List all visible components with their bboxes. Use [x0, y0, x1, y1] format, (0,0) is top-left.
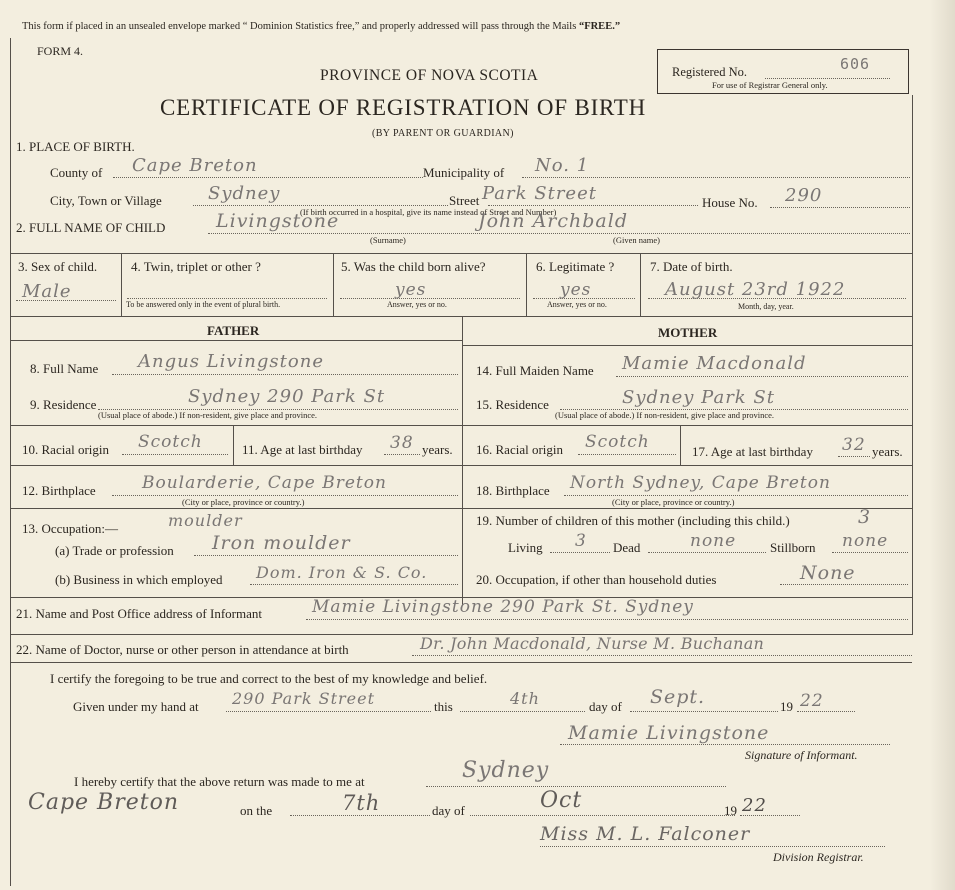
given-year-prefix: 19: [780, 699, 793, 714]
twin-note: To be answered only in the event of plural birth.: [126, 300, 281, 309]
alive-value: yes: [395, 280, 427, 300]
given-place-dotline: [226, 711, 431, 712]
row16-div: [680, 425, 681, 465]
certificate-subtitle: (BY PARENT OR GUARDIAN): [372, 128, 514, 139]
father-trade-dotline: [194, 555, 458, 556]
registrar-place-dotline: [426, 786, 726, 787]
father-occ-label: 13. Occupation:—: [22, 521, 119, 536]
registrar-place-value: Sydney: [462, 758, 550, 783]
mother-name-dotline: [616, 376, 908, 377]
mother-res-value: Sydney Park St: [622, 387, 775, 408]
father-birth-note: (City or place, province or country.): [182, 497, 305, 507]
row22-bottom-line: [10, 662, 912, 663]
living-dotline: [550, 552, 610, 553]
province-heading: PROVINCE OF NOVA SCOTIA: [320, 67, 539, 84]
registrar-month-value: Oct: [540, 788, 583, 813]
mother-res-label: 15. Residence: [476, 397, 549, 412]
dob-label: 7. Date of birth.: [650, 259, 733, 274]
father-name-label: 8. Full Name: [30, 361, 99, 376]
mother-race-dotline: [578, 454, 676, 455]
hospital-note: (If birth occurred in a hospital, give its name instead of Street and Number): [300, 207, 557, 217]
mother-birth-label: 18. Birthplace: [476, 483, 550, 498]
father-business-label: (b) Business in which employed: [55, 572, 223, 587]
given-year-value: 22: [800, 691, 824, 711]
dead-value: none: [690, 531, 737, 551]
registrar-year-dotline: [740, 815, 800, 816]
registered-label: Registered No.: [672, 65, 747, 79]
child-surname: Livingstone: [216, 210, 340, 232]
twin-label: 4. Twin, triplet or other ?: [131, 259, 261, 274]
postal-notice: [22, 21, 620, 32]
informant-signature: Mamie Livingstone: [568, 722, 770, 744]
registrar-text: I hereby certify that the above return was made to me at: [74, 774, 365, 789]
father-trade-label: (a) Trade or profession: [55, 543, 174, 558]
father-age-value: 38: [390, 433, 414, 453]
row12-bottom-line: [10, 508, 912, 509]
informant-label: 21. Name and Post Office address of Informant: [16, 606, 262, 621]
municipality-value: No. 1: [535, 155, 590, 176]
city-dotline: [193, 205, 448, 206]
father-birth-dotline: [112, 495, 458, 496]
row37-div3: [526, 253, 527, 316]
paper-fold-shade: [930, 0, 955, 890]
registered-note: For use of Registrar General only.: [712, 80, 828, 90]
certificate-title: CERTIFICATE OF REGISTRATION OF BIRTH: [160, 95, 647, 120]
mother-occ-label: 20. Occupation, if other than household duties: [476, 572, 717, 587]
father-business-dotline: [250, 584, 458, 585]
dead-label: Dead: [613, 540, 641, 555]
municipality-dotline: [522, 177, 910, 178]
father-name-value: Angus Livingstone: [138, 351, 324, 372]
informant-signature-caption: Signature of Informant.: [745, 748, 858, 762]
registrar-signature: Miss M. L. Falconer: [540, 823, 751, 845]
stillborn-dotline: [832, 552, 908, 553]
father-heading-line: [10, 340, 462, 341]
frame-left: [10, 38, 11, 886]
city-label: City, Town or Village: [50, 193, 162, 208]
county-label: County of: [50, 165, 103, 180]
mother-birth-value: North Sydney, Cape Breton: [570, 473, 831, 493]
informant-dotline: [306, 619, 908, 620]
given-day-dotline: [460, 711, 585, 712]
row10-top-line: [10, 425, 912, 426]
living-label: Living: [508, 540, 543, 555]
mother-birth-note: (City or place, province or country.): [612, 497, 735, 507]
father-res-value: Sydney 290 Park St: [188, 386, 386, 407]
stillborn-label: Stillborn: [770, 540, 816, 555]
county-dotline: [113, 177, 423, 178]
informant-signature-dotline: [560, 744, 890, 745]
row10-bottom-line: [10, 465, 912, 466]
father-name-dotline: [112, 374, 458, 375]
street-value: Park Street: [482, 183, 597, 204]
father-age-label: 11. Age at last birthday: [242, 442, 363, 457]
father-birth-value: Boularderie, Cape Breton: [142, 473, 387, 493]
father-business-value: Dom. Iron & S. Co.: [256, 563, 428, 582]
stillborn-value: none: [842, 531, 889, 551]
given-caption: (Given name): [613, 235, 660, 245]
children-label: 19. Number of children of this mother (including this child.): [476, 513, 790, 528]
dob-value: August 23rd 1922: [665, 279, 846, 300]
row37-div4: [640, 253, 641, 316]
alive-note: Answer, yes or no.: [387, 300, 447, 309]
legitimate-note: Answer, yes or no.: [547, 300, 607, 309]
children-value: 3: [858, 506, 872, 528]
row37-bottom-line: [10, 316, 912, 317]
registrar-dayof-label: day of: [432, 803, 465, 818]
registrar-signature-dotline: [540, 846, 885, 847]
postal-notice-free: “FREE.”: [578, 21, 621, 32]
registrar-year-value: 22: [742, 795, 767, 816]
mother-heading: MOTHER: [658, 325, 718, 340]
mother-heading-line: [462, 345, 912, 346]
mother-name-label: 14. Full Maiden Name: [476, 363, 594, 378]
place-of-birth-heading: 1. PLACE OF BIRTH.: [16, 139, 135, 154]
mother-birth-dotline: [564, 495, 908, 496]
street-dotline: [488, 205, 698, 206]
registered-dotline: [765, 78, 890, 79]
given-month-dotline: [630, 711, 778, 712]
given-day-value: 4th: [510, 689, 540, 708]
father-age-dotline: [384, 454, 420, 455]
child-given-name: John Archbald: [478, 210, 628, 232]
registrar-county-value: Cape Breton: [28, 790, 180, 815]
mother-age-dotline: [838, 456, 870, 457]
child-name-dotline: [208, 233, 910, 234]
mother-age-value: 32: [842, 435, 866, 455]
father-race-dotline: [122, 454, 228, 455]
father-res-note: (Usual place of abode.) If non-resident, give place and province.: [98, 410, 318, 420]
row10-div: [233, 425, 234, 465]
given-place-value: 290 Park Street: [232, 689, 376, 708]
attendant-label: 22. Name of Doctor, nurse or other person in attendance at birth: [16, 642, 349, 657]
given-year-dotline: [797, 711, 855, 712]
mother-race-label: 16. Racial origin: [476, 442, 564, 457]
living-value: 3: [575, 531, 587, 551]
attendant-value: Dr. John Macdonald, Nurse M. Buchanan: [420, 634, 765, 653]
father-race-label: 10. Racial origin: [22, 442, 110, 457]
alive-label: 5. Was the child born alive?: [341, 259, 486, 274]
father-birth-label: 12. Birthplace: [22, 483, 96, 498]
mother-res-note: (Usual place of abode.) If non-resident, give place and province.: [555, 410, 775, 420]
house-label: House No.: [702, 195, 758, 210]
postal-notice-text: This form if placed in an unsealed envelope marked “ Dominion Statistics free,” and properly addressed will pass through the Mails: [22, 21, 577, 32]
given-label: Given under my hand at: [73, 699, 199, 714]
mother-age-years: years.: [872, 444, 903, 459]
legitimate-label: 6. Legitimate ?: [536, 259, 615, 274]
form-number: FORM 4.: [37, 44, 84, 58]
mother-age-label: 17. Age at last birthday: [692, 444, 813, 459]
father-heading: FATHER: [207, 323, 260, 338]
mother-occ-value: None: [800, 562, 856, 584]
registrar-caption: Division Registrar.: [773, 850, 864, 864]
street-label: Street: [449, 193, 480, 208]
sex-value: Male: [22, 281, 72, 302]
parents-divider: [462, 316, 463, 606]
dead-dotline: [648, 552, 766, 553]
frame-right: [912, 95, 913, 635]
given-month-value: Sept.: [650, 686, 706, 708]
informant-value: Mamie Livingstone 290 Park St. Sydney: [312, 597, 694, 617]
father-race-value: Scotch: [138, 432, 203, 452]
father-occ-value: moulder: [168, 511, 243, 530]
twin-dotline: [127, 298, 327, 299]
mother-race-value: Scotch: [585, 432, 650, 452]
alive-dotline: [340, 298, 520, 299]
dob-note: Month, day, year.: [738, 302, 794, 311]
house-value: 290: [785, 185, 823, 206]
attendant-dotline: [412, 655, 912, 656]
registrar-day-dotline: [290, 815, 430, 816]
father-age-years: years.: [422, 442, 453, 457]
registrar-year-prefix: 19: [724, 803, 737, 818]
row37-div2: [333, 253, 334, 316]
child-name-label: 2. FULL NAME OF CHILD: [16, 220, 166, 235]
municipality-label: Municipality of: [423, 165, 505, 180]
registrar-on-label: on the: [240, 803, 273, 818]
certify-text: I certify the foregoing to be true and correct to the best of my knowledge and belief.: [50, 671, 488, 686]
registrar-month-dotline: [470, 815, 735, 816]
city-value: Sydney: [208, 183, 281, 204]
mother-occ-dotline: [780, 584, 908, 585]
surname-caption: (Surname): [370, 235, 406, 245]
county-value: Cape Breton: [132, 155, 258, 176]
registered-number: 606: [840, 55, 871, 73]
given-this-label: this: [434, 699, 453, 714]
registrar-day-value: 7th: [342, 791, 381, 815]
row37-top-line: [10, 253, 912, 254]
sex-label: 3. Sex of child.: [18, 259, 98, 274]
house-dotline: [770, 207, 910, 208]
legitimate-value: yes: [560, 280, 592, 300]
given-dayof-label: day of: [589, 699, 622, 714]
father-res-label: 9. Residence: [30, 397, 97, 412]
mother-name-value: Mamie Macdonald: [622, 353, 807, 374]
row37-div1: [121, 253, 122, 316]
father-trade-value: Iron moulder: [212, 532, 351, 554]
